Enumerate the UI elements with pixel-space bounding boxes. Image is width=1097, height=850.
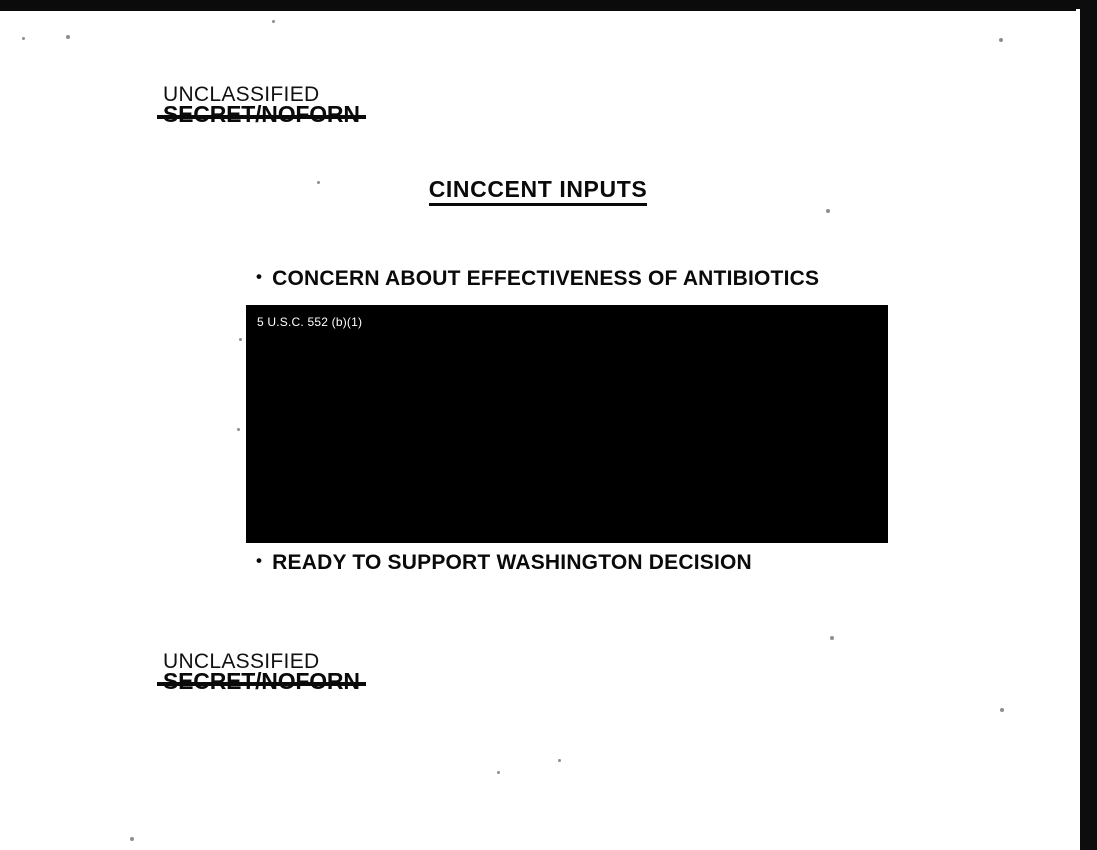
bullet-text-1: CONCERN ABOUT EFFECTIVENESS OF ANTIBIOTICS: [272, 267, 820, 290]
strikethrough-line: [157, 115, 366, 119]
page-content-area: [0, 11, 1076, 850]
scan-speck: [830, 636, 834, 640]
strikethrough-line: [157, 682, 366, 686]
page-title-text: CINCCENT INPUTS: [429, 176, 648, 206]
classification-footer-bottom: [163, 651, 360, 693]
redaction-block: [246, 305, 888, 543]
scan-speck: [66, 35, 70, 39]
classification-secret-noforn-bottom: [163, 670, 360, 693]
scan-edge-right: [1080, 0, 1097, 850]
classification-secret-noforn-top: [163, 103, 360, 126]
scan-speck: [558, 759, 561, 762]
bullet-marker-icon: •: [256, 551, 263, 570]
classification-unclassified-bottom: UNCLASSIFIED: [163, 650, 320, 673]
scan-speck: [497, 771, 500, 774]
scan-speck: [1000, 708, 1004, 712]
bullet-item-2: [256, 551, 752, 575]
bullet-text-2: READY TO SUPPORT WASHINGTON DECISION: [272, 551, 752, 574]
classification-unclassified-top: UNCLASSIFIED: [163, 83, 320, 106]
classification-header-top: [163, 84, 360, 126]
scan-speck: [272, 20, 275, 23]
scan-edge-right-gap: [1076, 9, 1080, 850]
scan-speck: [237, 428, 240, 431]
scan-speck: [826, 209, 830, 213]
scan-edge-top: [0, 0, 1080, 11]
page-title: [0, 176, 1076, 203]
scan-speck: [22, 37, 25, 40]
redaction-exemption-label: 5 U.S.C. 552 (b)(1): [257, 315, 363, 329]
bullet-marker-icon: •: [256, 267, 263, 286]
scan-speck: [130, 837, 134, 841]
scan-speck: [239, 338, 242, 341]
bullet-item-1: [256, 267, 819, 291]
scan-speck: [999, 38, 1003, 42]
